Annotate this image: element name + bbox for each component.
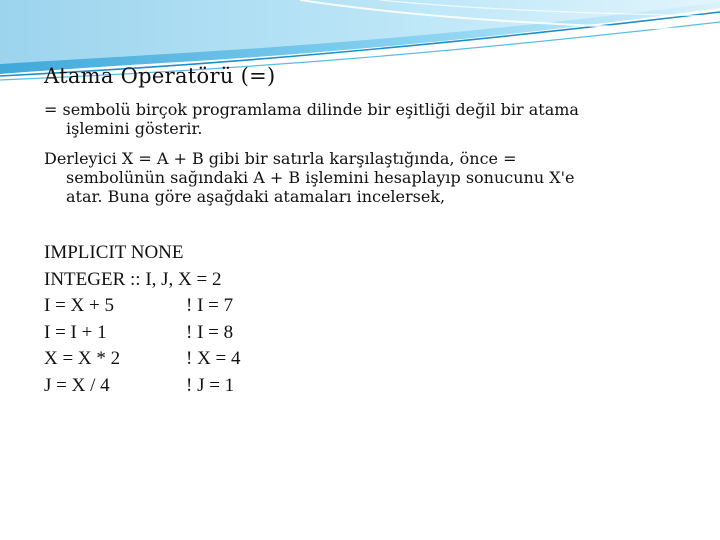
code-statement: J = X / 4 <box>44 374 110 396</box>
code-statement: X = X * 2 <box>44 348 121 369</box>
code-comment: ! J = 1 <box>186 374 235 396</box>
code-text: IMPLICIT NONE <box>44 242 184 263</box>
wave-band-light <box>0 0 720 64</box>
slide-title: Atama Operatörü (=) <box>44 64 276 88</box>
code-statement: I = X + 5 <box>44 295 114 316</box>
code-comment: ! I = 7 <box>186 295 234 316</box>
paragraph2-line3: atar. Buna göre aşağdaki atamaları incelersek, <box>66 187 446 206</box>
paragraph2-line2: sembolünün sağındaki A + B işlemini hesaplayıp sonucunu X'e <box>66 168 575 187</box>
code-line-declaration <box>44 267 221 294</box>
code-comment: ! I = 8 <box>186 321 234 343</box>
code-line-statement <box>44 320 234 347</box>
paragraph-compiler-behavior <box>44 149 694 206</box>
code-line-statement <box>44 373 235 400</box>
paragraph1-line2: işlemini gösterir. <box>66 119 203 138</box>
code-text: INTEGER :: I, J, X = 2 <box>44 268 222 290</box>
code-comment: ! X = 4 <box>186 348 241 369</box>
code-line-implicit <box>44 240 221 267</box>
paragraph-assignment-symbol <box>44 100 694 138</box>
code-example <box>44 240 241 399</box>
code-statement: I = I + 1 <box>44 321 107 343</box>
code-line-statement <box>44 293 234 320</box>
paragraph1-line1: = sembolü birçok programlama dilinde bir eşitliği değil bir atama <box>44 100 579 119</box>
paragraph2-line1: Derleyici X = A + B gibi bir satırla karşılaştığında, önce = <box>44 149 517 168</box>
code-line-statement <box>44 346 241 373</box>
